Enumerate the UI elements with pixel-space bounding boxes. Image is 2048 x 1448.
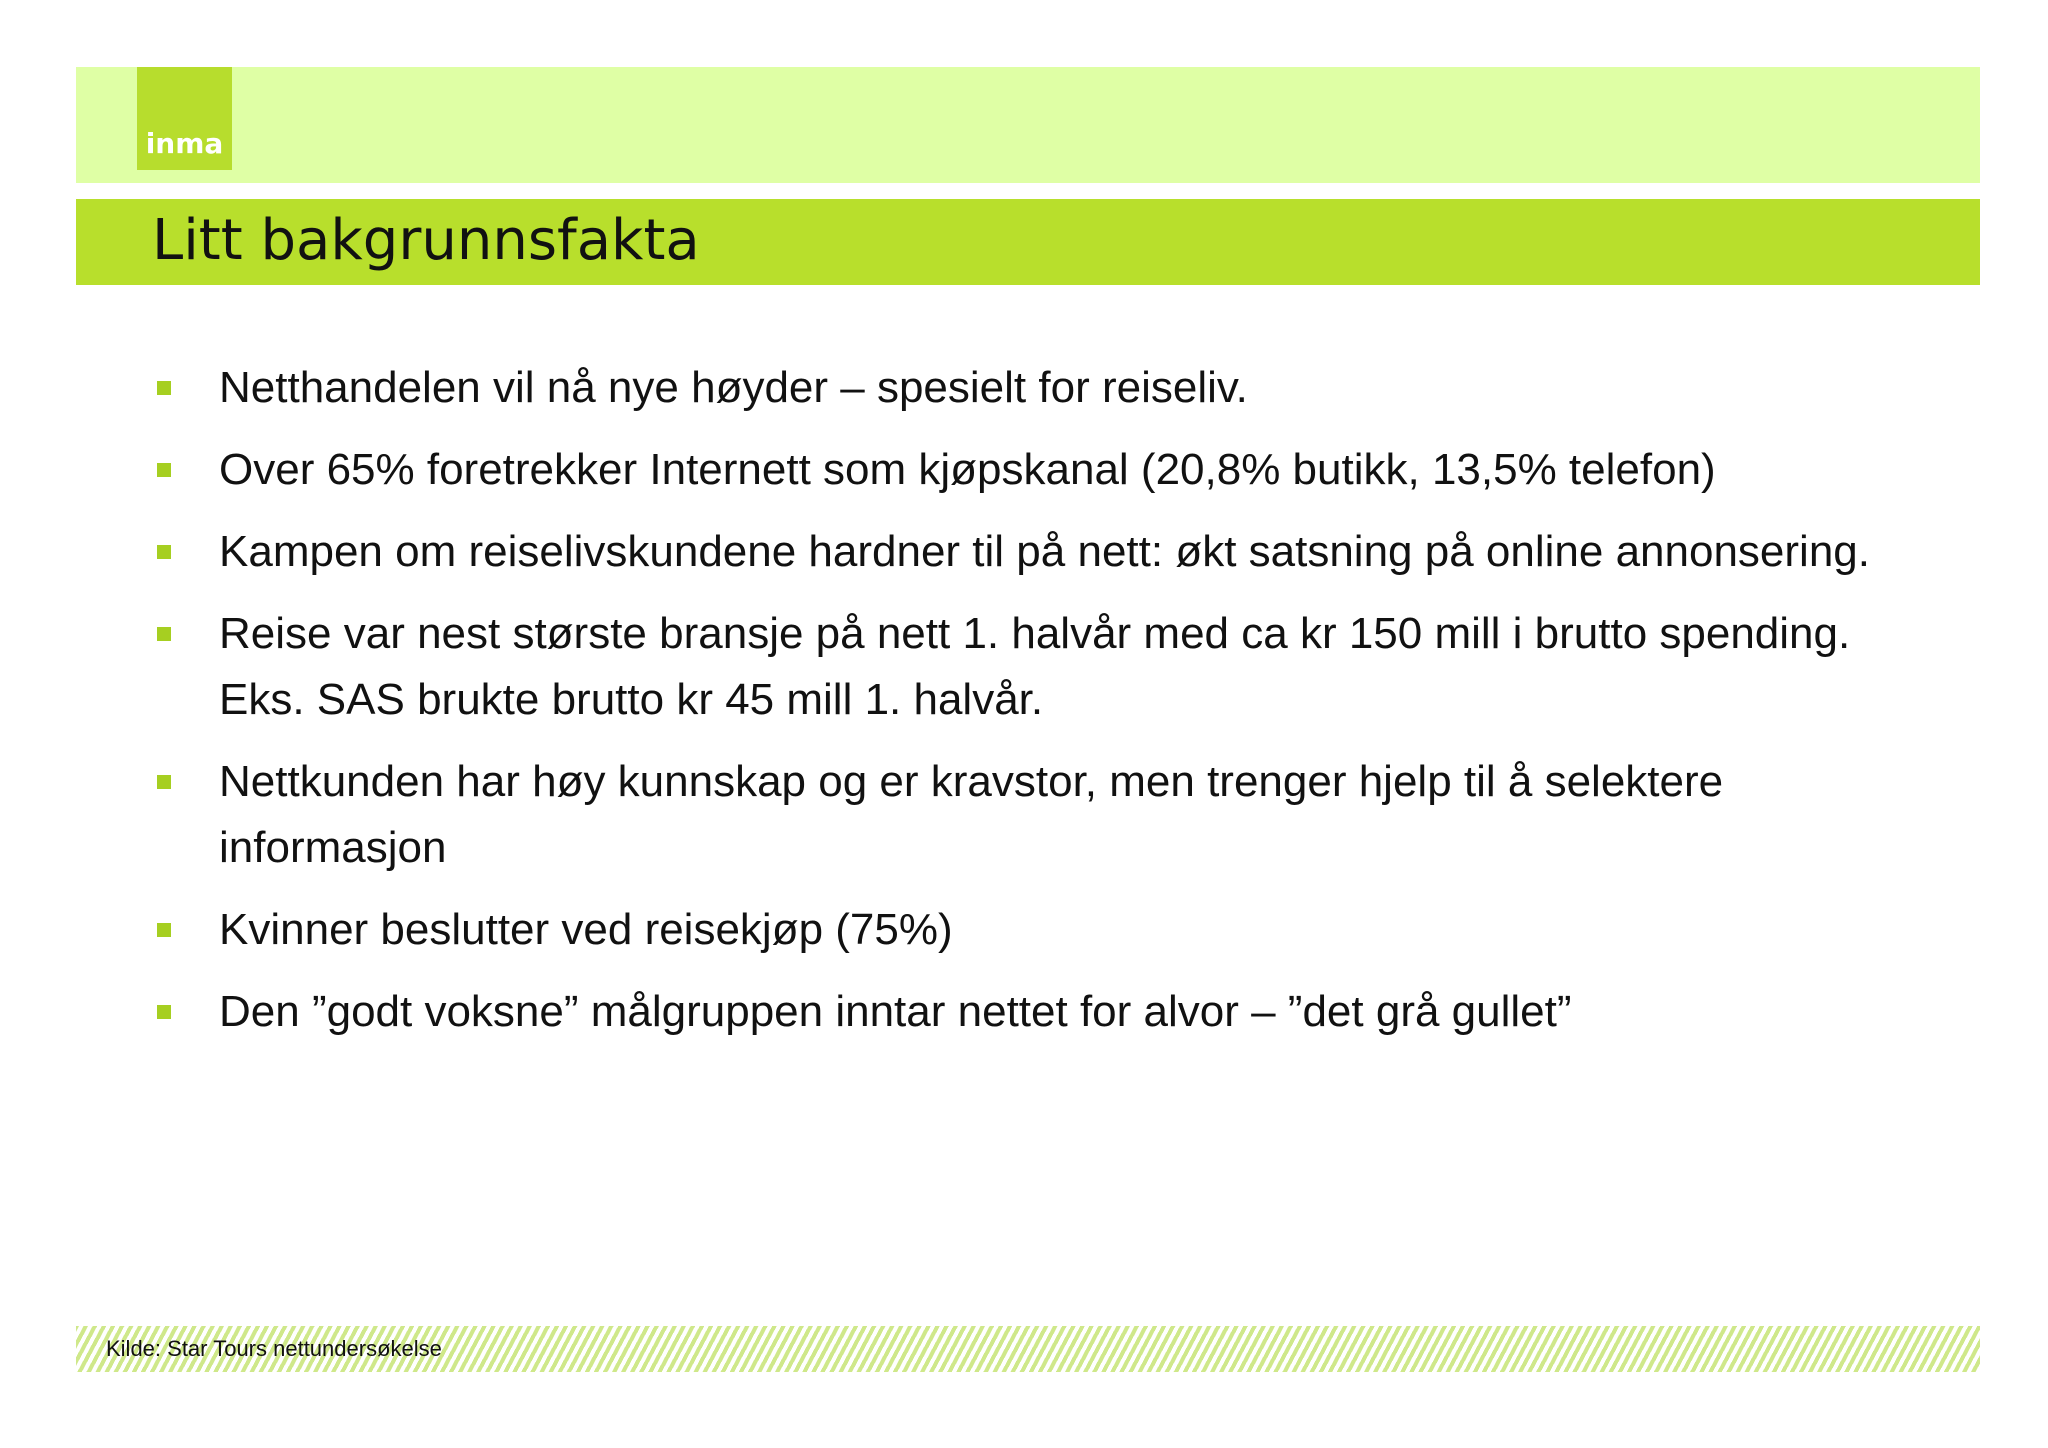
bullet-item — [155, 749, 1915, 881]
bullet-text: Nettkunden har høy kunnskap og er kravstor, men trenger hjelp til å selektere informasjon — [219, 757, 1724, 872]
square-bullet-icon — [157, 775, 171, 789]
bullet-list — [155, 355, 1915, 1061]
bullet-text: Kvinner beslutter ved reisekjøp (75%) — [219, 905, 953, 954]
title-bar — [76, 199, 1980, 285]
logo-text: inma — [145, 127, 224, 160]
bullet-item — [155, 897, 1915, 963]
bullet-item — [155, 979, 1915, 1045]
bullet-text: Over 65% foretrekker Internett som kjøpskanal (20,8% butikk, 13,5% telefon) — [219, 445, 1716, 494]
bullet-item — [155, 519, 1915, 585]
bullet-text: Reise var nest største bransje på nett 1. halvår med ca kr 150 mill i brutto spending. Eks. SAS brukte brutto kr 45 mill 1. halvår. — [219, 609, 1851, 724]
header-band — [76, 67, 1980, 183]
slide-title: Litt bakgrunnsfakta — [152, 208, 700, 273]
bullet-item — [155, 601, 1915, 733]
square-bullet-icon — [157, 923, 171, 937]
bullet-text: Netthandelen vil nå nye høyder – spesielt for reiseliv. — [219, 363, 1248, 412]
square-bullet-icon — [157, 1005, 171, 1019]
square-bullet-icon — [157, 627, 171, 641]
bullet-text: Den ”godt voksne” målgruppen inntar nettet for alvor – ”det grå gullet” — [219, 987, 1572, 1036]
square-bullet-icon — [157, 545, 171, 559]
source-note: Kilde: Star Tours nettundersøkelse — [106, 1336, 442, 1361]
bullet-text: Kampen om reiselivskundene hardner til på nett: økt satsning på online annonsering. — [219, 527, 1870, 576]
square-bullet-icon — [157, 381, 171, 395]
bullet-item — [155, 355, 1915, 421]
bullet-item — [155, 437, 1915, 503]
inma-logo — [137, 67, 232, 170]
footer-band — [76, 1326, 1980, 1372]
square-bullet-icon — [157, 463, 171, 477]
